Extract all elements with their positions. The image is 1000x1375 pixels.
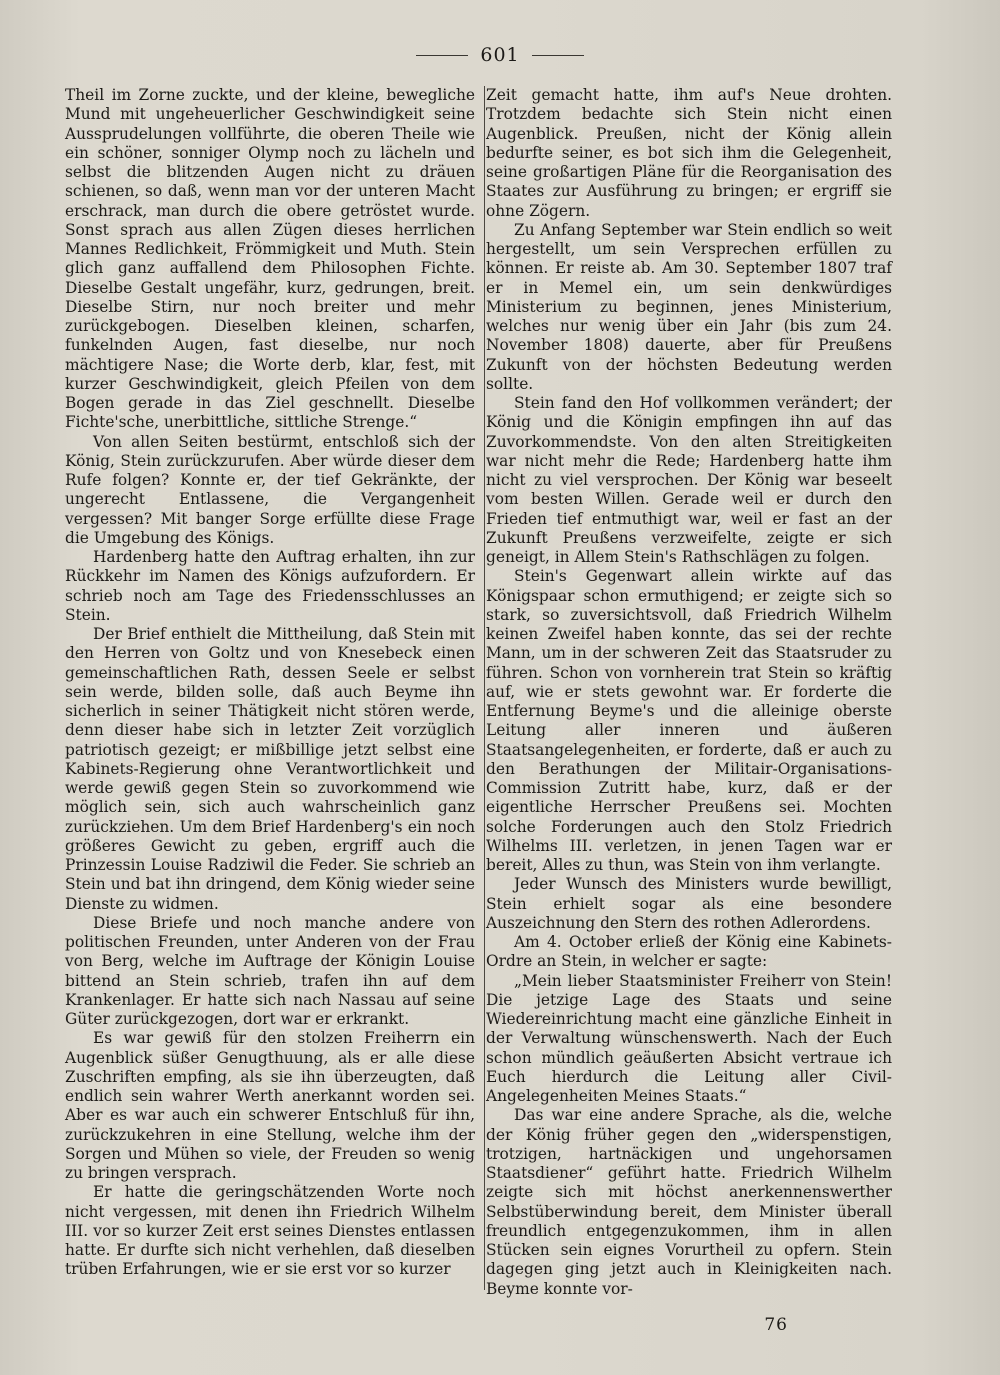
paragraph: Zu Anfang September war Stein endlich so weit hergestellt, um sein Versprechen erfüllen zu können. Er reiste ab. Am 30. September 1807 traf er in Memel ein, um sein denkwürdiges Ministerium zu beginnen, jenes Ministerium, welches nur wenig über ein Jahr (bis zum 24. November 1808) dauerte, aber für Preußens Zukunft von der höchsten Bedeutung werden sollte. [486,220,892,393]
header-rule-right [532,55,584,56]
paragraph: Diese Briefe und noch manche andere von politischen Freunden, unter Anderen von der Frau von Berg, welche im Auftrage der Königin Louise bittend an Stein schrieb, trafen ihn auf dem Krankenlager. Er hatte sich nach Nassau auf seine Güter zurückgezogen, dort war er erkrankt. [65,913,475,1028]
paragraph: Es war gewiß für den stolzen Freiherrn ein Augenblick süßer Genugthuung, als er alle diese Zuschriften empfing, als sie ihn überzeugten, daß endlich sein wahrer Werth anerkannt worden sei. Aber es war auch ein schwerer Entschluß für ihn, zurückzukehren in eine Stellung, welche ihm der Sorgen und Mühen so viele, der Freuden so wenig zu bringen versprach. [65,1029,475,1182]
quotation-paragraph: „Mein lieber Staatsminister Freiherr von Stein! Die jetzige Lage des Staats und seine Wiedereinrichtung macht eine gänzliche Einheit in der Verwaltung wünschenswerth. Nach der Euch schon mündlich geäußerten Absicht vertraue ich Euch hierdurch die Leitung aller Civil-Angelegenheiten Meines Staats.“ [486,971,892,1105]
paragraph: Jeder Wunsch des Ministers wurde bewilligt, Stein erhielt sogar als eine besondere Auszeichnung den Stern des rothen Adlerordens. [486,875,892,932]
paragraph: Das war eine andere Sprache, als die, welche der König früher gegen den „widerspenstigen, trotzigen, hartnäckigen und ungehorsamen Staatsdiener“ geführt hatte. Friedrich Wilhelm zeigte sich mit höchst anerkennenswerther Selbstüberwindung bereit, dem Minister überall freundlich entgegenzukommen, ihm in allen Stücken sein eignes Vorurtheil zu opfern. Stein dagegen ging jetzt auch in Kleinigkeiten nach. Beyme konnte vor- [486,1106,892,1298]
paragraph: Der Brief enthielt die Mittheilung, daß Stein mit den Herren von Goltz und von Knesebeck einen gemeinschaftlichen Rath, dessen Seele er selbst sein werde, bilden solle, daß auch Beyme ihn sicherlich in seiner Thätigkeit nicht stören werde, denn dieser habe sich in letzter Zeit vorzüglich patriotisch gezeigt; er mißbillige jetzt selbst eine Kabinets-Regierung ohne Verantwortlichkeit und werde gewiß gegen Stein so zuvorkommend wie möglich sein, sich auch wahrscheinlich ganz zurückziehen. Um dem Brief Hardenberg's ein noch größeres Gewicht zu geben, ergriff auch die Prinzessin Louise Radziwil die Feder. Sie schrieb an Stein und bat ihn dringend, dem König wieder seine Dienste zu widmen. [65,625,475,913]
paragraph: Stein's Gegenwart allein wirkte auf das Königspaar schon ermuthigend; er zeigte sich so stark, so zuversichtsvoll, daß Friedrich Wilhelm keinen Zweifel haben konnte, das sei der rechte Mann, um in der schweren Zeit das Staatsruder zu führen. Schon von vornherein trat Stein so kräftig auf, wie er stets gewohnt war. Er forderte die Entfernung Beyme's und die alleinige oberste Leitung aller inneren und äußeren Staatsangelegenheiten, er forderte, daß er auch zu den Berathungen der Militair-Organisations-Commission Zutritt habe, kurz, daß er der eigentliche Herrscher Preußens sei. Mochten solche Forderungen auch den Stolz Friedrich Wilhelms III. verletzen, in jenen Tagen war er bereit, Alles zu thun, was Stein von ihm verlangte. [486,567,892,874]
paragraph: Stein fand den Hof vollkommen verändert; der König und die Königin empfingen ihn auf das Zuvorkommendste. Von den alten Streitigkeiten war nicht mehr die Rede; Hardenberg hatte ihm nicht zu viel versprochen. Der König war beseelt vom besten Willen. Gerade weil er durch den Frieden tief entmuthigt war, weil er fast an der Zukunft Preußens verzweifelte, zeigte er sich geneigt, in Allem Stein's Rathschlägen zu folgen. [486,394,892,566]
header-rule-left [416,55,468,56]
page-number: 601 [480,44,520,66]
paragraph: Von allen Seiten bestürmt, entschloß sich der König, Stein zurückzurufen. Aber würde dieser dem Rufe folgen? Konnte er, der tief Gekränkte, der ungerecht Entlassene, die Vergangenheit vergessen? Mit banger Sorge erfüllte diese Frage die Umgebung des Königs. [65,432,475,547]
right-column [486,86,892,1299]
column-divider [484,86,485,1290]
printer-signature-mark: 76 [764,1315,788,1335]
page-header [0,40,1000,70]
paragraph: Am 4. October erließ der König eine Kabinets-Ordre an Stein, in welcher er sagte: [486,933,892,971]
paragraph: Theil im Zorne zuckte, und der kleine, bewegliche Mund mit ungeheuerlicher Geschwindigkeit seine Aussprudelungen vollführte, die oberen Theile wie ein schöner, sonniger Olymp noch zu lächeln und selbst die blitzenden Augen nicht zu dräuen schienen, so daß, wenn man vor der unteren Macht erschrack, man durch die obere getröstet wurde. Sonst sprach aus allen Zügen dieses herrlichen Mannes Redlichkeit, Frömmigkeit und Muth. Stein glich ganz auffallend dem Philosophen Fichte. Dieselbe Gestalt ungefähr, kurz, gedrungen, breit. Dieselbe Stirn, nur noch breiter und mehr zurückgebogen. Dieselben kleinen, scharfen, funkelnden Augen, fast dieselbe, nur noch mächtigere Nase; die Worte derb, klar, fest, mit kurzer Geschwindigkeit, gleich Pfeilen von dem Bogen gerade in das Ziel geschnellt. Dieselbe Fichte'sche, unerbittliche, sittliche Strenge.“ [65,86,475,432]
paragraph: Er hatte die geringschätzenden Worte noch nicht vergessen, mit denen ihn Friedrich Wilhelm III. vor so kurzer Zeit erst seines Dienstes entlassen hatte. Er durfte sich nicht verhehlen, daß dieselben trüben Erfahrungen, wie er sie erst vor so kurzer [65,1183,475,1279]
left-column [65,86,475,1280]
paragraph: Zeit gemacht hatte, ihm auf's Neue drohten. Trotzdem bedachte sich Stein nicht einen Augenblick. Preußen, nicht der König allein bedurfte seiner, es bot sich ihm die Gelegenheit, seine großartigen Pläne für die Reorganisation des Staates zur Ausführung zu bringen; er ergriff sie ohne Zögern. [486,86,892,220]
paragraph: Hardenberg hatte den Auftrag erhalten, ihn zur Rückkehr im Namen des Königs aufzufordern. Er schrieb noch am Tage des Friedensschlusses an Stein. [65,548,475,624]
